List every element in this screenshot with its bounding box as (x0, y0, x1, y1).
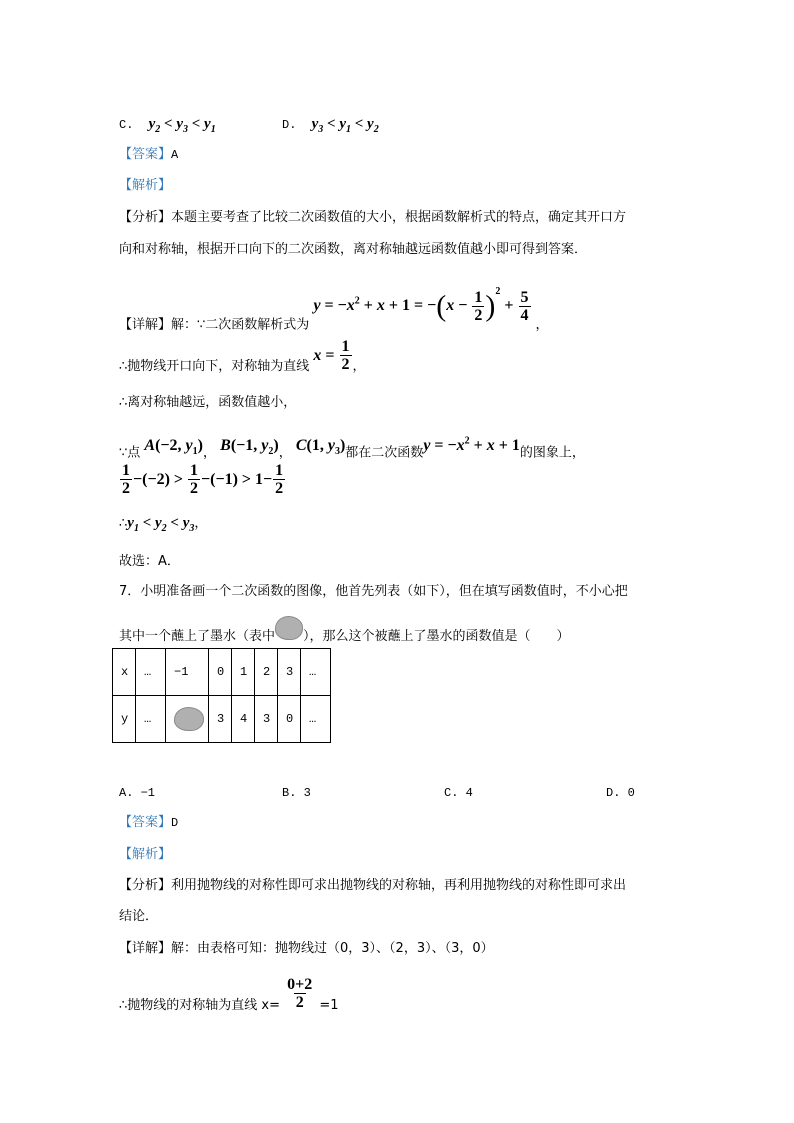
table-cell: 3 (278, 649, 301, 696)
fenxi-tag: 【分析】 (119, 210, 172, 225)
comma: ， (535, 317, 549, 333)
option-label: C. (444, 786, 459, 800)
option-c-math: $y_2 < y_3 < y_1$ (148, 116, 216, 135)
fenxi-line-2: 向和对称轴，根据开口向下的二次函数，离对称轴越远函数值越小即可得到答案． (119, 242, 588, 257)
table-cell: 4 (232, 696, 255, 743)
option-label: D. (606, 786, 621, 800)
quadratic-function: $y = -x^2 + x + 1$ (423, 436, 520, 455)
table-cell: 3 (255, 696, 278, 743)
stem-text-b: ），那么这个被蘸上了墨水的函数值是（ ） (303, 629, 570, 644)
points-mid-text: 都在二次函数 (345, 445, 424, 461)
ink-blot-icon (275, 616, 303, 640)
q7-option-a (119, 786, 155, 800)
table-cell: y (113, 696, 136, 743)
table-cell-ink (166, 696, 209, 743)
fenxi-text: 本题主要考查了比较二次函数值的大小，根据函数解析式的特点，确定其开口方 (171, 210, 627, 225)
detail-text: 解：由表格可知：抛物线过（0，3）、（2，3）、（3，0） (171, 941, 494, 956)
inequality-line (119, 460, 286, 501)
table-cell: 0 (278, 696, 301, 743)
ink-blot-icon (174, 707, 204, 731)
detail-tag: 【详解】 (119, 941, 172, 956)
q7-fenxi-line-1 (119, 877, 626, 895)
q7-stem-line-1: 7．小明准备画一个二次函数的图像，他首先列表（如下），但在填写函数值时，不小心把 (119, 584, 628, 599)
option-c (119, 116, 216, 135)
fraction-denominator: 2 (295, 993, 304, 1011)
comma: ， (194, 516, 208, 531)
answer-tag: 【答案】 (119, 815, 172, 830)
fraction-numerator: 0+2 (287, 975, 313, 993)
table-cell: −1 (166, 649, 209, 696)
vertex-form-formula: $y = -x^2 + x + 1 = -(x$ − $\frac{1}{2}$ )$^2$ + $\frac{5}{4}$ (313, 286, 529, 324)
farther-line: ∴离对称轴越远，函数值越小， (119, 395, 297, 410)
detail-text: 解：∵二次函数解析式为 (171, 317, 310, 333)
table-cell: … (136, 649, 166, 696)
q7-option-b (282, 786, 311, 800)
table-cell: … (136, 696, 166, 743)
points-end-text: 的图象上， (519, 445, 585, 461)
analysis-tag: 【解析】 (119, 847, 172, 862)
fenxi-text: 利用抛物线的对称性即可求出抛物线的对称轴，再利用抛物线的对称性即可求出 (171, 878, 627, 893)
axis-result: =1 (319, 998, 339, 1013)
axis-formula: x = $\frac{1}{2}$ (313, 338, 350, 374)
result-inequality: $y_1 < y_2 < y_3$ (127, 515, 195, 534)
fenxi-line-1 (119, 209, 626, 227)
answer-value: D (171, 816, 179, 830)
result-line (119, 514, 207, 538)
option-value: 4 (465, 786, 473, 800)
axis-text: ∴抛物线的对称轴为直线 x= (119, 998, 280, 1013)
distance-inequality: $\frac{1}{2}$ −(−2) > $\frac{1}{2}$ −(−1) > 1− $\frac{1}{2}$ (122, 462, 284, 498)
point-a: A(−2, $y_1$) (144, 437, 203, 458)
q7-detail-line-1 (119, 940, 494, 958)
table-cell: … (301, 649, 331, 696)
q7-option-c (444, 786, 473, 800)
q7-stem-line-2 (119, 622, 570, 646)
axis-fraction (285, 977, 314, 1011)
comma: ， (352, 359, 366, 374)
option-d (282, 116, 379, 135)
q7-analysis-heading (119, 846, 171, 864)
axis-line (119, 336, 366, 387)
option-value: 0 (627, 786, 635, 800)
point-c: C(1, $y_3$) (295, 437, 346, 458)
answer-tag: 【答案】 (119, 147, 172, 162)
q7-option-d (606, 786, 635, 800)
option-label: D. (282, 118, 297, 132)
q7-detail-line-2 (119, 972, 339, 1028)
axis-text: ∴抛物线开口向下，对称轴为直线 (119, 359, 310, 374)
q7-fenxi-line-2: 结论． (119, 909, 159, 924)
since-point: ∵点 (119, 445, 141, 461)
detail-tag: 【详解】 (119, 317, 172, 333)
stem-text-a: 其中一个蘸上了墨水（表中 (119, 629, 276, 644)
option-d-math: $y_3 < y_1 < y_2$ (311, 116, 379, 135)
table-row-x (113, 649, 331, 696)
fenxi-tag: 【分析】 (119, 878, 172, 893)
table-cell: 0 (209, 649, 232, 696)
table-cell: 2 (255, 649, 278, 696)
option-label: C. (119, 118, 134, 132)
answer-line (119, 146, 178, 164)
value-table (112, 648, 331, 743)
option-value: −1 (140, 786, 156, 800)
table-row-y (113, 696, 331, 743)
option-label: A. (119, 786, 134, 800)
conclusion-line: 故选：A． (119, 554, 180, 569)
sep: ， (202, 445, 216, 461)
table-cell: … (301, 696, 331, 743)
q7-answer-line (119, 814, 178, 832)
detail-tag-wrap (119, 317, 309, 332)
analysis-heading (119, 177, 171, 195)
sep: ， (278, 445, 292, 461)
table-cell: 1 (232, 649, 255, 696)
option-label: B. (282, 786, 297, 800)
table-cell: x (113, 649, 136, 696)
answer-value: A (171, 148, 179, 162)
point-b: B(−1, $y_2$) (220, 437, 279, 458)
table-cell: 3 (209, 696, 232, 743)
analysis-tag: 【解析】 (119, 178, 172, 193)
option-value: 3 (303, 786, 311, 800)
therefore: ∴ (119, 516, 128, 531)
